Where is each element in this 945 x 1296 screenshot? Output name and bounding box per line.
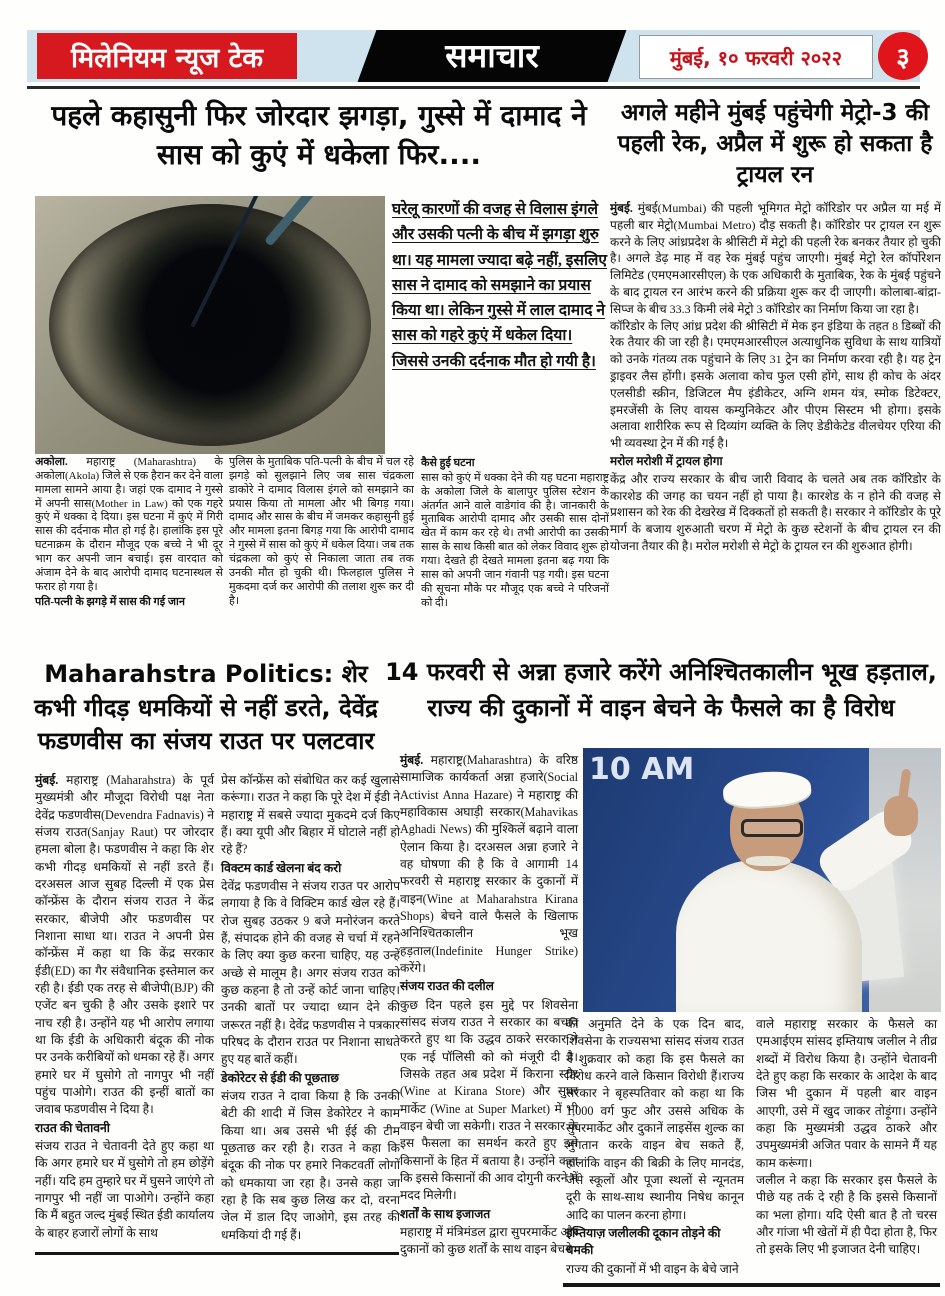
story4-col1-paragraph [400, 752, 578, 977]
story4-col3a-text: वाले महाराष्ट्र सरकार के फैसले का एमआईएम सांसद इम्तियाष जलील ने तीव्र शब्दों में विरोध किया है। उन्होंने चेतावनी देते हुए कहा कि सरकार के आदेश के बाद जिस भी दुकान में पहली बार वाइन आएगी, उसे में खुद जाकर तोड़ूंगा। उन्होंने कहा कि मुख्यमंत्री उद्धव ठाकरे और उपमुख्यमंत्री अजित पवार के सामने मैं यह काम करूंगा। [756, 1017, 937, 1170]
paper-name: मिलेनियम न्यूज टेक [70, 42, 264, 74]
story1-column-2 [229, 456, 414, 608]
story4-column-2 [566, 1016, 744, 1278]
photo-overlay-text: 10 AM [589, 752, 695, 787]
story4-dateline: मुंबई. [400, 753, 424, 767]
well-opening [49, 204, 371, 447]
story1-col1-text: महाराष्ट्र (Maharashtra) के अकोला(Akola) जिले से एक हैरान कर देने वाला मामला सामने आया है। जहां एक दामाद ने गुस्से में अपनी सास(Mother in Law) को एक गहरे कुएं में धक्का दे दिया। इस घटना में कुएं में गिरी सास की दर्दनाक मौत हो गई है। हालांकि इस पूरे घटनाक्रम के दौरान मौजूद एक बच्चे ने भी दूर भाग कर अपनी जान बचाई। इस वारदात को अंजाम देने के बाद आरोपी दामाद घटनास्थल से फरार हो गया है। [35, 456, 223, 593]
story4-subhead-conditional-permission: शर्तों के साथ इजाजत [400, 1206, 491, 1221]
story3-subhead-raut-warning: राउत की चेतावनी [35, 1120, 110, 1135]
anna-glasses [741, 819, 803, 837]
story3-col2b-text: देवेंद्र फडणवीस ने संजय राउत पर आरोप लगाया है कि वे विक्टिम कार्ड खेल रहे हैं। रोज सुबह उठकर 9 बजे मनोरंजन करते हैं, संपादक होने की वजह से चर्चा में रहने के लिए क्या कुछ करना चाहिए, यह उन्हें अच्छे से मालूम है। अगर संजय राउत को कुछ कहना है तो उन्हें कोर्ट जाना चाहिए। उनकी बातों पर ज्यादा ध्यान देने की जरूरत नहीं है। देवेंद्र फडणवीस ने पत्रकार परिषद के दौरान राउत पर निशाना साधते हुए यह बातें कहीं। [221, 878, 400, 1067]
story1-intro: घरेलू कारणों की वजह से विलास इंगले और उसकी पत्नी के बीच में झगड़ा शुरु था। यह मामला ज्यादा बढ़े नहीं, इसलिए सास ने दामाद को समझाने का प्रयास किया था। लेकिन गुस्से में लाल दामाद ने सास को गहरे कुएं में धकेल दिया। जिससे उनकी दर्दनाक मौत हो गयी है। [392, 201, 607, 370]
story3-col1b-text: संजय राउत ने चेतावनी देते हुए कहा था कि अगर हमारे घर में घुसोगे तो हम छोड़ेंगे नहीं। यदि हम तुम्हारे घर में घुसने जाएंगे तो नागपुर भी नहीं जा पाओगे। उन्होंने कहा कि मैं बहुत जल्द मुंबई स्थित ईडी कार्यालय के बाहर हजारों लोगों के साथ [35, 1138, 214, 1240]
story4-column-1 [400, 752, 578, 1259]
story2-paragraph-2: कॉरिडोर के लिए आंध्र प्रदेश की श्रीसिटी में मेक इन इंडिया के तहत 8 डिब्बों की रेक तैयार की जा रही है। एमएमआरसीएल अत्याधुनिक सुविधा के साथ यात्रियों को उनके गंतव्य तक पहुंचाने के लिए 31 ट्रेन का निर्माण करवा रही है। यह ट्रेन ड्राइवर लैस होंगी। इसके अलावा कोच फुल एसी होंगे, साथ ही कोच के अंदर एलसीडी स्क्रीन, डिजिटल मैप इंडीकेटर, अग्नि शमन यंत्र, स्मोक डिटेक्टर, इमरजेंसी के लिए वायस कम्युनिकेटर और पीएम सिस्टम भी होगा। इसके अलावा शारीरिक रूप से दिव्यांग व्यक्ति के लिए डेडीकेटेड वीलचेयर एरिया की भी व्यवस्था ट्रेन में की गई है। [610, 318, 941, 451]
section-banner [358, 30, 627, 82]
masthead-band [27, 30, 920, 82]
story4-col3b-text: जलील ने कहा कि सरकार इस फैसले के पीछे यह तर्क दे रही है कि इससे किसानों का भला होगा। यदि ऐसी बात है तो चरस और गांजा भी खेतों में ही पैदा होता है, फिर तो इसके लिए भी इजाजत देनी चाहिए। [756, 1172, 937, 1257]
story3-headline [28, 658, 384, 759]
story4-col2b-text: राज्य की दुकानों में भी वाइन के बेचे जाने [566, 1261, 739, 1276]
story4-column-3 [756, 1016, 937, 1259]
story3-dateline: मुंबई. [35, 773, 59, 787]
bottom-rule-left [35, 1252, 399, 1255]
story2-para1-text: मुंबई(Mumbai) की पहली भूमिगत मेट्रो कॉरिडोर पर अप्रैल या मई में पहली बार मेट्रो(Mumbai Metro) दौड़ सकती है। कॉरिडोर पर ट्रायल रन शुरू करने के लिए आंध्रप्रदेश के श्रीसिटी में मेट्रो की पहली रेक बनकर तैयार हो चुकी है। अगले डेढ़ माह में वह रेक मुंबई पहुंच जाएगी। मुंबई मेट्रो रेल कॉर्पोरेशन लिमिटेड (एमएमआरसीएल) के एक अधिकारी के मुताबिक, रेक के मुंबई पहुंचने के बाद ट्रायल रन आरंभ करने की प्रक्रिया शुरू कर दी जाएगी। कोलाबा-बांद्रा-सिप्ज के बीच 33.3 किमी लंबे मेट्रो 3 कॉरिडोर का निर्माण किया जा रहा है। [610, 201, 941, 316]
story4-col1b-text: कुछ दिन पहले इस मुद्दे पर शिवसेना सांसद संजय राउत ने सरकार का बचाव करते हुए था कि उद्धव ठाकरे सरकार ने एक नई पॉलिसी को को मंजूरी दी है। जिसके तहत अब प्रदेश में किराना स्टोर (Wine at Kirana Store) और सुपर मार्केट (Wine at Super Market) में भी वाइन बेची जा सकेगी। राउत ने सरकार के इस फैसला का समर्थन करते हुए इसे किसानों के हित में बताया है। उन्होंने कहा कि इससे किसानों की आव दोगुनी करने में मदद मिलेगी। [400, 997, 578, 1203]
story1-headline: पहले कहासुनी फिर जोरदार झगड़ा, गुस्से में दामाद ने सास को कुएं में धकेला फिर.... [33, 96, 605, 174]
story3-column-2 [221, 772, 400, 1244]
page-number: ३ [896, 43, 910, 73]
story2-paragraph-1 [610, 200, 941, 318]
story3-subhead-victim-card: विक्टम कार्ड खेलना बंद करो [221, 860, 342, 875]
story4-col2-text: की अनुमति देने के एक दिन बाद, शिवसेना के राज्यसभा सांसद संजय राउत ने शुक्रवार को कहा कि इस फैसले का विरोध करने वाले किसान विरोधी हैं।राज्य सरकार ने बृहस्पतिवार को कहा था कि 1,000 वर्ग फुट और उससे अधिक के सुपरमार्केट और दुकानें लाइसेंस शुल्क का भुगतान करके वाइन बेच सकते हैं, हालांकि वाइन की बिक्री के लिए मानदंड, जैसे स्कूलों और पूजा स्थलों से न्यूनतम दूरी के साथ-साथ स्थानीय निषेध कानून आदि का पालन करना होगा। [566, 1017, 744, 1222]
story4-col1c-text: महाराष्ट्र में मंत्रिमंडल द्वारा सुपरमार्केट और दुकानों को कुछ शर्तों के साथ वाइन बेचने [400, 1224, 578, 1257]
section-name: समाचार [445, 36, 539, 75]
story1-col1-subhead: पति-पत्नी के झगड़े में सास की गई जान [35, 595, 186, 608]
edition-dateline: मुंबई, १० फरवरी २०२२ [669, 45, 843, 70]
story4-subhead-jaleel-threat: इम्तियाज़ जलीलकी दूकान तोड़ने की धमकी [566, 1225, 721, 1258]
story3-column-1 [35, 772, 214, 1242]
bottom-rule-right [563, 1283, 940, 1287]
story1-col3-text: सास को कुएं में धक्का देने की यह घटना महाराष्ट्र के अकोला जिले के बालापुर पुलिस स्टेशन के अंतर्गत आने वाले वाडेगांव की है। जानकारी के मुताबिक आरोपी दामाद और उसकी सास दोनों खेत में काम कर रहे थे। तभी आरोपी का उसकी सास के साथ किसी बात को लेकर विवाद शुरू हो गया। देखते ही देखते मामला इतना बढ़ गया कि सास को अपनी जान गंवानी पड़ गयी। इस घटना की सूचना मौके पर मौजूद एक बच्चे ने परिजनों को दी। [421, 471, 609, 609]
story1-col3-subhead: कैसे हुई घटना [421, 457, 475, 469]
story3-col2c-text: संजय राउत ने दावा किया है कि उनकी बेटी की शादी में जिस डेकोरेटर ने काम किया था। अब उससे भी ईई की टीम पूछताछ कर रही है। राउत ने कहा कि बंदूक की नोक पर हमारे निकटवर्ती लोगों को धमकाया जा रहा है। उनसे कहा जा रहा है कि सब कुछ लिख कर दो, वरना जेल में डाल दिए जाओगे, इस तरह की धमकियां दी गई हैं। [221, 1088, 400, 1242]
story3-col1-text: महाराष्ट्र (Maharahstra) के पूर्व मुख्यमंत्री और मौजूदा विरोधी पक्ष नेता देवेंद्र फडणवीस(Devendra Fadnavis) ने संजय राउत(Sanjay Raut) पर जोरदार हमला बोला है। फडणवीस ने कहा कि शेर कभी गीदड़ धमकियों से नहीं डरते हैं। दरअसल आज सुबह दिल्ली में एक प्रेस कॉन्फ्रेंस के दौरान संजय राउत ने केंद्र सरकार, बीजेपी और फडणवीस पर निशाना साधा था। राउत ने अपनी प्रेस कॉन्फ्रेंस में कहा था कि केंद्र सरकार ईडी(ED) का गैर संवैधानिक इस्तेमाल कर रही है। ईडी एक तरह से बीजेपी(BJP) की एजेंट बन चुकी है और उसके इशारे पर नाच रही है। उन्होंने यह भी आरोप लगाया था कि ईडी के अधिकारी बंदूक की नोक पर उनके करीबियों को धमका रहे हैं। अगर हमारे घर में घुसोगे तो नागपुर भी नहीं पहुंच पाओगे। राउत की इन्हीं बातों का जवाब फडणवीस ने दिया है। [35, 773, 215, 1117]
story4-col1-text: महाराष्ट्र(Maharashtra) के वरिष्ठ सामाजिक कार्यकर्ता अन्ना हजारे(Social Activist Anna Hazare) ने महाराष्ट्र की महाविकास अघाड़ी सरकार(Mahavikas Aghadi News) की मुश्किलें बढ़ाने वाला ऐलान किया है। दरअसल अन्ना हजारे ने वह घोषणा की है कि वे आगामी 14 फरवरी से महाराष्ट्र सरकार के दुकानों में वाइन(Wine at Maharahstra Kirana Shops) बेचने वाले फैसले के खिलाफ अनिश्चितकालीन भूख हड़ताल(Indefinite Hunger Strike) करेंगे। [400, 753, 579, 975]
page-number-badge [878, 32, 928, 80]
story3-headline-text: शेर कभी गीदड़ धमकियों से नहीं डरते, देवेंद्र फडणवीस का संजय राउत पर पलटवार [34, 660, 378, 756]
anna-hazare-photo [583, 748, 941, 1012]
paper-name-box [37, 33, 297, 79]
story3-headline-kicker: Maharahstra Politics: [44, 660, 334, 688]
story1-col1-paragraph [35, 456, 223, 595]
story3-subhead-decorator-ed: डेकोरेटर से ईडी की पूछताछ [221, 1070, 339, 1085]
story4-headline: 14 फरवरी से अन्ना हजारे करेंगे अनिश्चितकालीन भूख हड़ताल, राज्य की दुकानों में वाइन बेचने के फैसले का है विरोध [381, 654, 941, 726]
story2-body [610, 200, 941, 656]
story1-column-3 [421, 456, 609, 610]
story2-subhead: मरोल मरोशी में ट्रायल होगा [610, 453, 723, 468]
story4-subhead-raut-argument: संजय राउत की दलील [400, 979, 494, 994]
date-box [639, 35, 873, 79]
masthead-rule [27, 86, 920, 89]
story1-column-1 [35, 456, 223, 610]
story3-col1-paragraph [35, 772, 214, 1119]
story2-dateline: मुंबई. [610, 201, 633, 215]
story1-dateline: अकोला. [35, 456, 68, 468]
story3-col2a-text: प्रेस कॉन्फ्रेंस को संबोधित कर कई खुलासे करूंगा। राउत ने कहा कि पूरे देश में ईडी ने महाराष्ट्र में सबसे ज्यादा मुकदमे दर्ज किए हैं। क्या यूपी और बिहार में घोटाले नहीं हो रहे हैं? [221, 773, 400, 857]
anna-moustache [746, 856, 790, 866]
well-photo [35, 196, 385, 454]
story2-paragraph-3: केंद्र और राज्य सरकार के बीच जारी विवाद के चलते अब तक कॉरिडोर के कारशेड की जगह का चयन नहीं हो पाया है। कारशेड के न होने की वजह से प्रशासन को रेक की देखरेख में दिक्कतों हो सकती है। सरकार ने कॉरिडोर के पूरे मार्ग के बजाय शुरुआती चरण में मेट्रो के कुछ स्टेशनों के बीच ट्रायल रन की योजना तैयार की है। मरोल मरोशी से मेट्रो के ट्रायल रन की शुरुआत होगी। [610, 471, 941, 553]
story2-headline: अगले महीने मुंबई पहुंचेगी मेट्रो-3 की पहली रेक, अप्रैल में शुरू हो सकता है ट्रायल रन [608, 98, 942, 191]
story1-col2-text: पुलिस के मुताबिक पति-पत्नी के बीच में चल रहे झगड़े को सुलझाने लिए जब सास चंद्रकला डाकोरे ने दामाद विलास इंगले को समझाने का प्रयास किया तो मामला और भी बिगड़ गया। दामाद और सास के बीच में जमकर कहासुनी हुई और मामला इतना बिगड़ गया कि आरोपी दामाद ने गुस्से में सास को कुएं में धकेल दिया। जब तक चंद्रकला को कुएं से निकाला जाता तब तक उनकी मौत हो चुकी थी। फिलहाल पुलिस ने मुकदमा दर्ज कर आरोपी की तलाश शुरू कर दी है। [229, 456, 414, 607]
